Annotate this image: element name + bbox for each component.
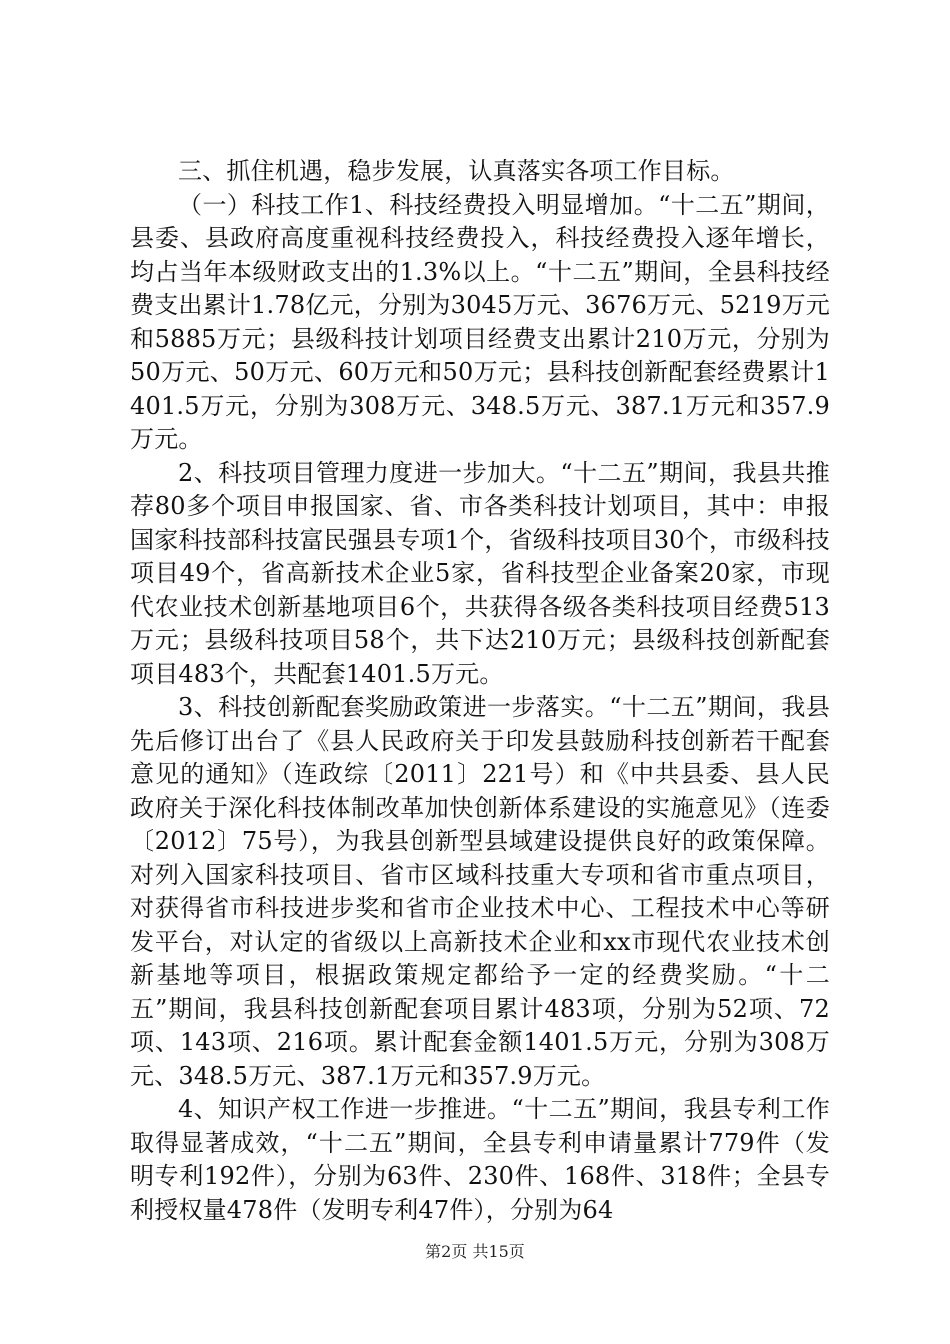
page-footer: 第2页 共15页 xyxy=(425,1242,525,1261)
paragraph-section-heading: 三、抓住机遇，稳步发展，认真落实各项工作目标。 xyxy=(178,157,735,185)
document-body xyxy=(130,155,830,1227)
paragraph-tech-funding: （一）科技工作1、科技经费投入明显增加。“十二五”期间，县委、县政府高度重视科技经费投入，科技经费投入逐年增长，均占当年本级财政支出的1.3%以上。“十二五”期间，全县科技经费支出累计1.78亿元，分别为3045万元、3676万元、5219万元和5885万元；县级科技计划项目经费支出累计210万元，分别为50万元、50万元、60万元和50万元；县科技创新配套经费累计1401.5万元，分别为308万元、348.5万元、387.1万元和357.9万元。 xyxy=(130,190,830,453)
paragraph-project-management: 2、科技项目管理力度进一步加大。“十二五”期间，我县共推荐80多个项目申报国家、省、市各类科技计划项目，其中：申报国家科技部科技富民强县专项1个，省级科技项目30个，市级科技项目49个，省高新技术企业5家，省科技型企业备案20家，市现代农业技术创新基地项目6个，共获得各级各类科技项目经费513万元；县级科技项目58个，共下达210万元；县级科技创新配套项目483个，共配套1401.5万元。 xyxy=(130,458,830,688)
paragraph-reward-policy: 3、科技创新配套奖励政策进一步落实。“十二五”期间，我县先后修订出台了《县人民政府关于印发县鼓励科技创新若干配套意见的通知》（连政综〔2011〕221号）和《中共县委、县人民政府关于深化科技体制改革加快创新体系建设的实施意见》（连委〔2012〕75号），为我县创新型县域建设提供良好的政策保障。对列入国家科技项目、省市区域科技重大专项和省市重点项目，对获得省市科技进步奖和省市企业技术中心、工程技术中心等研发平台，对认定的省级以上高新技术企业和xx市现代农业技术创新基地等项目，根据政策规定都给予一定的经费奖励。“十二五”期间，我县科技创新配套项目累计483项，分别为52项、72项、143项、216项。累计配套金额1401.5万元，分别为308万元、348.5万元、387.1万元和357.9万元。 xyxy=(130,693,830,1090)
paragraph-intellectual-property: 4、知识产权工作进一步推进。“十二五”期间，我县专利工作取得显著成效，“十二五”期间，全县专利申请量累计779件（发明专利192件），分别为63件、230件、168件、318件；全县专利授权量478件（发明专利47件），分别为64 xyxy=(130,1095,830,1224)
